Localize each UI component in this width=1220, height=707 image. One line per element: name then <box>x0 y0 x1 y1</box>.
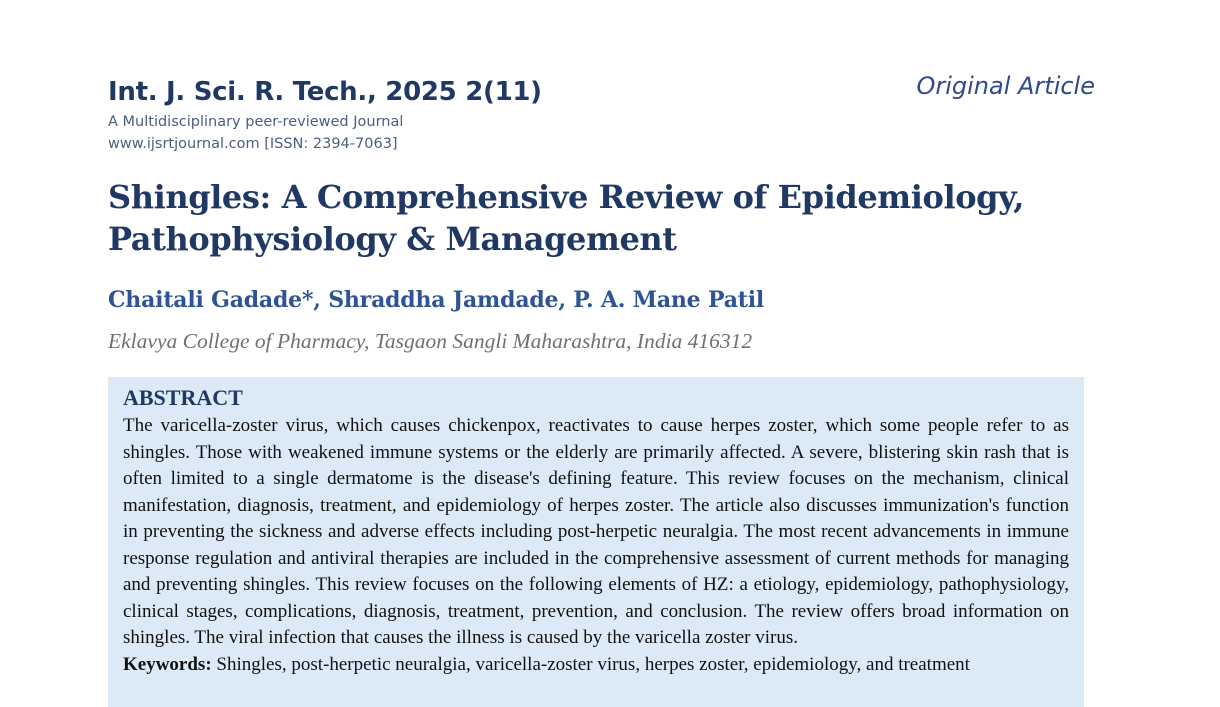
abstract-section <box>108 377 1084 707</box>
abstract-text: The varicella-zoster virus, which causes chickenpox, reactivates to cause herpes zoster, which some people refer to as shingles. Those with weakened immune systems or the elderly are primarily affected. A severe, blistering skin rash that is often limited to a single dermatome is the disease's defining feature. This review focuses on the mechanism, clinical manifestation, diagnosis, treatment, and epidemiology of herpes zoster. The article also discusses immunization's function in preventing the sickness and adverse effects including post-herpetic neuralgia. The most recent advancements in immune response regulation and antiviral therapies are included in the comprehensive assessment of current methods for managing and preventing shingles. This review focuses on the following elements of HZ: a etiology, epidemiology, pathophysiology, clinical stages, complications, diagnosis, treatment, prevention, and conclusion. The review offers broad information on shingles. The viral infection that causes the illness is caused by the varicella zoster virus. <box>123 415 1069 648</box>
article-type-label: Original Article <box>916 72 1095 100</box>
journal-website: www.ijsrtjournal.com [ISSN: 2394-7063] <box>108 136 398 152</box>
journal-tagline: A Multidisciplinary peer-reviewed Journal <box>108 114 404 130</box>
keywords-text: Shingles, post-herpetic neuralgia, varicella-zoster virus, herpes zoster, epidemiology, and treatment <box>216 653 970 675</box>
keywords-line <box>123 652 1069 679</box>
paper-title: Shingles: A Comprehensive Review of Epidemiology, Pathophysiology & Management <box>108 178 1025 258</box>
keywords-label: Keywords: <box>123 653 212 675</box>
author-list: Chaitali Gadade*, Shraddha Jamdade, P. A. Mane Patil <box>108 287 765 313</box>
abstract-heading: ABSTRACT <box>123 385 243 410</box>
affiliation: Eklavya College of Pharmacy, Tasgaon Sangli Maharashtra, India 416312 <box>108 329 753 353</box>
journal-title: Int. J. Sci. R. Tech., 2025 2(11) <box>108 77 542 107</box>
